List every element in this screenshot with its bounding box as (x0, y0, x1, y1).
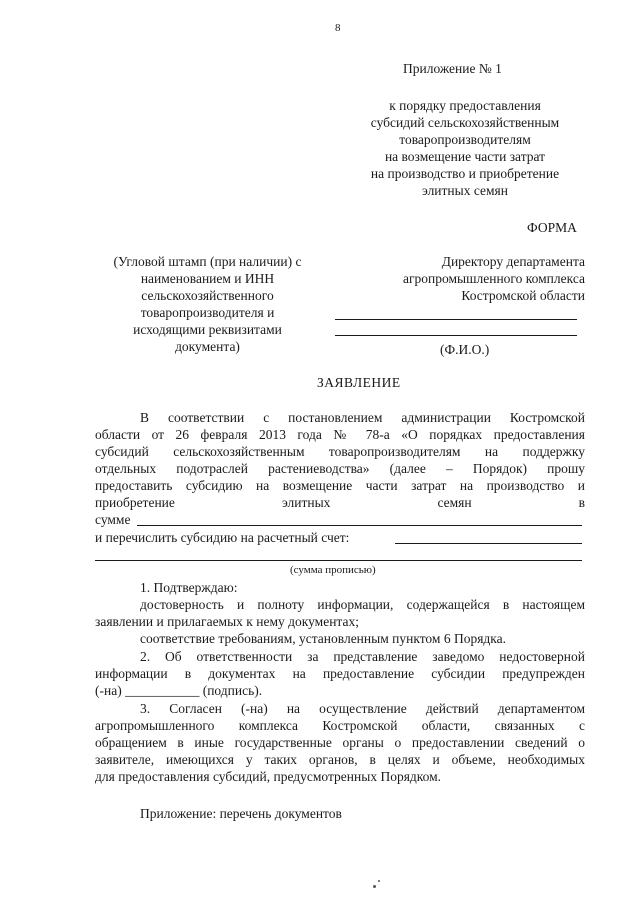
appendix-title: Приложение № 1 (403, 61, 502, 76)
confirm-heading: 1. Подтверждаю: (140, 580, 238, 595)
account-input-line[interactable] (395, 543, 582, 544)
addressee-line: Директору департамента (441, 254, 585, 269)
scan-speck (378, 880, 380, 882)
fio-line-1 (335, 319, 577, 320)
responsibility-line: 2. Об ответственности за представление заведомо недостоверной (140, 649, 585, 664)
body-line: предоставить субсидию на возмещение части затрат на производство и (95, 478, 585, 493)
attachment-label: Приложение: перечень документов (140, 806, 342, 821)
addressee-line: Костромской области (461, 288, 585, 303)
sum-input-line[interactable] (137, 525, 582, 526)
addressee-line: агропромышленного комплекса (403, 271, 585, 286)
appendix-line: элитных семян (422, 183, 508, 198)
stamp-block (95, 253, 320, 355)
confirm-line: заявлении и прилагаемых к нему документах; (95, 614, 359, 629)
responsibility-signature: (-на) ___________ (подпись). (95, 683, 263, 698)
consent-line: 3. Согласен (-на) на осуществление действий департаментом (140, 701, 585, 716)
stamp-line: товаропроизводителя и (140, 305, 275, 320)
consent-line: заявителе, имеющихся у таких органов, в целях и объеме, необходимых (95, 752, 585, 767)
page-number: 8 (335, 22, 341, 34)
stamp-line: (Угловой штамп (при наличии) с (113, 254, 302, 269)
responsibility-line: информации в документах на предоставление субсидии предупрежден (95, 666, 585, 681)
stamp-line: документа) (175, 339, 240, 354)
stamp-line: исходящими реквизитами (133, 322, 282, 337)
appendix-line: на производство и приобретение (370, 166, 560, 181)
sum-words-label: (сумма прописью) (290, 564, 376, 576)
stamp-line: сельскохозяйственного (141, 288, 274, 303)
sum-label: сумме (95, 512, 131, 527)
appendix-line: к порядку предоставления (389, 98, 541, 113)
confirm-line: достоверность и полноту информации, содержащейся в настоящем (140, 597, 585, 612)
confirm-line: соответствие требованиям, установленным пунктом 6 Порядка. (140, 631, 507, 646)
appendix-line: на возмещение части затрат (384, 149, 546, 164)
body-line: области от 26 февраля 2013 года № 78-а «О порядках предоставления (95, 427, 585, 442)
stamp-line: наименованием и ИНН (140, 271, 275, 286)
body-line: В соответствии с постановлением администрации Костромской (140, 410, 585, 425)
appendix-line: товаропроизводителям (399, 132, 531, 147)
fio-line-2 (335, 335, 577, 336)
sum-words-line[interactable] (95, 560, 582, 561)
appendix-lines (350, 97, 580, 199)
consent-line: обращением в иные государственные органы о предоставлении сведений о (95, 735, 585, 750)
body-line: отдельных подотраслей растениеводства» (далее – Порядок) прошу (95, 461, 585, 476)
body-line: приобретение элитных семян в (95, 495, 585, 510)
appendix-line: субсидий сельскохозяйственным (370, 115, 560, 130)
consent-line: для предоставления субсидий, предусмотренных Порядком. (95, 769, 442, 784)
scan-speck (373, 885, 376, 888)
consent-line: агропромышленного комплекса Костромской области, связанных с (95, 718, 585, 733)
body-line: субсидий сельскохозяйственным товаропроизводителям на поддержку (95, 444, 585, 459)
fio-label: (Ф.И.О.) (440, 342, 490, 357)
addressee-block (345, 253, 590, 304)
doc-title: ЗАЯВЛЕНИЕ (317, 375, 401, 390)
account-label: и перечислить субсидию на расчетный счет: (95, 530, 350, 545)
form-label: ФОРМА (527, 220, 577, 235)
